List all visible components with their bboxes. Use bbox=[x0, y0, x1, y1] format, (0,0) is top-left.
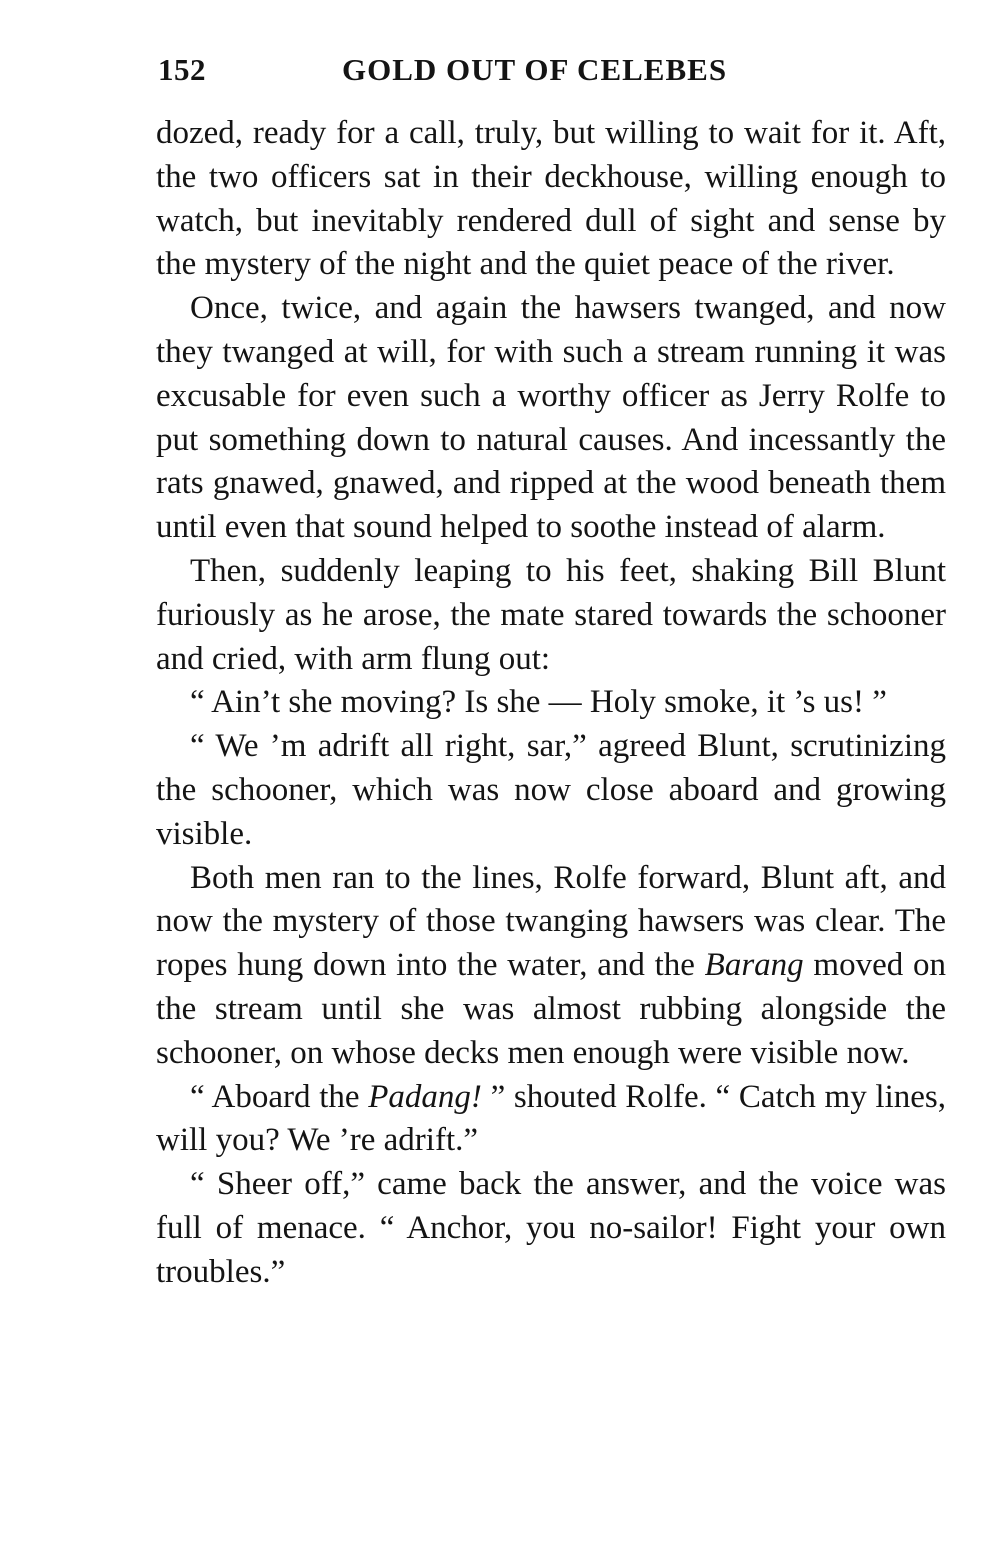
paragraph-6-text-b: moved on the stream until she was almost rubbing alongside the schooner, on whose decks men enough were visible now. bbox=[156, 947, 946, 1071]
paragraph-5-text: “ We ’m adrift all right, sar,” agreed Blunt, scrutinizing the schooner, which was now close aboard and growing visible. bbox=[156, 728, 946, 852]
page-number: 152 bbox=[158, 52, 206, 87]
paragraph-1-text: dozed, ready for a call, truly, but willing to wait for it. Aft, the two officers sat in their deckhouse, willing enough to watch, but inevitably rendered dull of sight and sense by the mystery of the night and the quiet peace of the river. bbox=[156, 115, 946, 283]
paragraph-7-text-b: ” shouted Rolfe. “ Catch my lines, will you? We ’re adrift.” bbox=[156, 1078, 946, 1159]
paragraph-8 bbox=[156, 1163, 946, 1294]
paragraph-3-text: Then, suddenly leaping to his feet, shaking Bill Blunt furiously as he arose, the mate stared towards the schooner and cried, with arm flung out: bbox=[156, 552, 946, 677]
paragraph-7-text-a: “ Aboard the bbox=[190, 1078, 369, 1115]
running-head bbox=[156, 48, 946, 92]
paragraph-3 bbox=[156, 550, 946, 681]
paragraph-6-text-a: Both men ran to the lines, Rolfe forward, Blunt aft, and now the mystery of those twanging hawsers was clear. The ropes hung down into the water, and the bbox=[156, 859, 946, 984]
book-page bbox=[156, 48, 946, 1295]
ship-name-padang: Padang! bbox=[368, 1078, 482, 1115]
paragraph-4-text: “ Ain’t she moving? Is she — Holy smoke, it ’s us! ” bbox=[190, 684, 887, 721]
paragraph-7 bbox=[156, 1076, 946, 1164]
paragraph-5 bbox=[156, 725, 946, 856]
paragraph-6 bbox=[156, 857, 946, 1076]
paragraph-4 bbox=[156, 681, 946, 725]
paragraph-8-text: “ Sheer off,” came back the answer, and the voice was full of menace. “ Anchor, you no-sailor! Fight your own troubles.” bbox=[156, 1166, 946, 1290]
paragraph-2-text: Once, twice, and again the hawsers twanged, and now they twanged at will, for with such a stream running it was excusable for even such a worthy officer as Jerry Rolfe to put something down to natural causes. And incessantly the rats gnawed, gnawed, and ripped at the wood beneath them until even that sound helped to soothe instead of alarm. bbox=[156, 290, 946, 546]
paragraph-2 bbox=[156, 287, 946, 550]
body-text bbox=[156, 112, 946, 1295]
ship-name-barang: Barang bbox=[704, 947, 804, 984]
running-title: GOLD OUT OF CELEBES bbox=[342, 52, 728, 87]
paragraph-1 bbox=[156, 112, 946, 287]
